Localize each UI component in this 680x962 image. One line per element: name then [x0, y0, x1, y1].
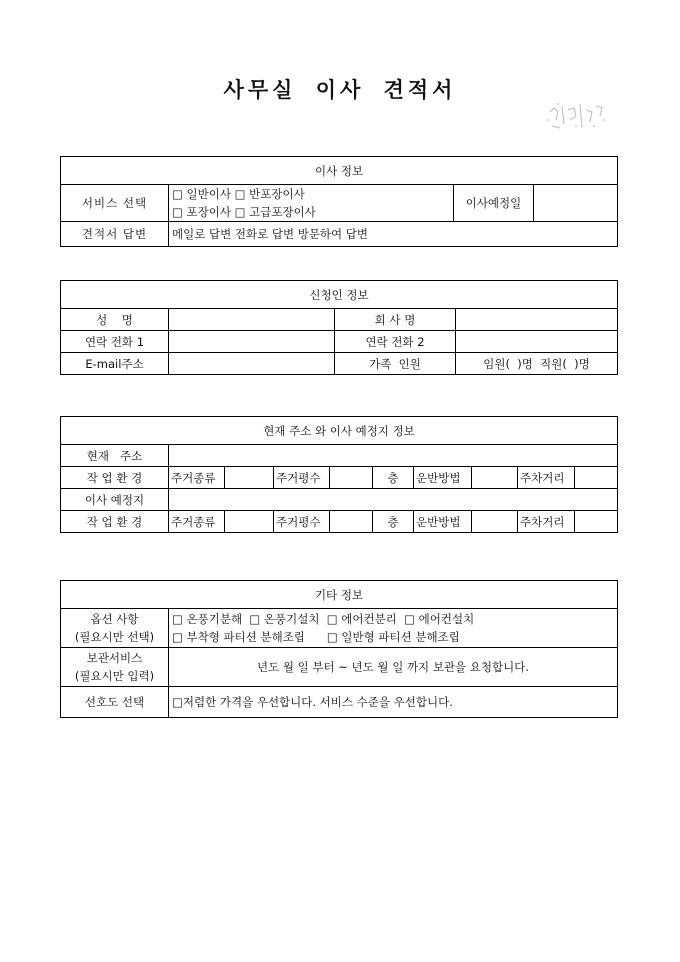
name-field[interactable] — [169, 309, 335, 331]
storage-sublabel: (필요시만 입력) — [74, 669, 155, 683]
name-label: 성 명 — [61, 309, 169, 331]
move-date-field[interactable] — [534, 185, 618, 222]
options-label: 옵션 사항 — [90, 612, 139, 626]
current-parking-field[interactable] — [575, 467, 618, 489]
options-line1[interactable]: □ 온풍기분해 □ 온풍기설치 □ 에어컨분리 □ 에어컨설치 — [172, 612, 475, 626]
dest-housing-size-label: 주거평수 — [274, 511, 330, 533]
dest-parking-label: 주차거리 — [518, 511, 575, 533]
other-info-header: 기타 정보 — [61, 581, 618, 609]
family-field[interactable]: 임원( )명 직원( )명 — [456, 353, 618, 375]
page-title: 사무실 이사 견적서 — [223, 77, 457, 102]
current-housing-type-label: 주거종류 — [169, 467, 225, 489]
service-label: 서비스 선택 — [61, 185, 169, 222]
dest-housing-type-field[interactable] — [225, 511, 274, 533]
move-date-label: 이사예정일 — [454, 185, 534, 222]
options-checklist[interactable] — [169, 609, 618, 648]
applicant-info-table — [60, 280, 618, 375]
email-label: E-mail주소 — [61, 353, 169, 375]
options-line2[interactable]: □ 부착형 파티션 분해조립 □ 일반형 파티션 분해조립 — [172, 630, 460, 644]
current-parking-label: 주차거리 — [518, 467, 575, 489]
moving-info-header: 이사 정보 — [61, 157, 618, 185]
current-transport-label: 운반방법 — [414, 467, 472, 489]
destination-field[interactable] — [169, 489, 618, 511]
current-address-field[interactable] — [169, 445, 618, 467]
storage-label: 보관서비스 — [86, 651, 143, 665]
email-field[interactable] — [169, 353, 335, 375]
service-options[interactable] — [169, 185, 454, 222]
current-transport-field[interactable] — [472, 467, 518, 489]
family-label: 가족 인원 — [335, 353, 456, 375]
current-housing-size-field[interactable] — [330, 467, 373, 489]
reply-label: 견적서 답변 — [61, 222, 169, 247]
reply-options[interactable]: 메일로 답변 전화로 답변 방문하여 답변 — [169, 222, 618, 247]
company-label: 회 사 명 — [335, 309, 456, 331]
address-info-table — [60, 416, 618, 533]
moving-info-table — [60, 156, 618, 247]
current-floor-label: 층 — [373, 467, 414, 489]
phone2-field[interactable] — [456, 331, 618, 353]
current-work-env-label: 작 업 환 경 — [61, 467, 169, 489]
dest-transport-field[interactable] — [472, 511, 518, 533]
dest-work-env-label: 작 업 환 경 — [61, 511, 169, 533]
address-info-header: 현재 주소 와 이사 예정지 정보 — [61, 417, 618, 445]
company-field[interactable] — [456, 309, 618, 331]
preference-label: 선호도 선택 — [61, 687, 169, 718]
dest-housing-size-field[interactable] — [330, 511, 373, 533]
current-address-label: 현재 주소 — [61, 445, 169, 467]
phone1-label: 연락 전화 1 — [61, 331, 169, 353]
preference-options[interactable]: □저렴한 가격을 우선합니다. 서비스 수준을 우선합니다. — [169, 687, 618, 718]
options-sublabel: (필요시만 선택) — [74, 630, 155, 644]
dest-housing-type-label: 주거종류 — [169, 511, 225, 533]
current-housing-type-field[interactable] — [225, 467, 274, 489]
dest-transport-label: 운반방법 — [414, 511, 472, 533]
current-housing-size-label: 주거평수 — [274, 467, 330, 489]
applicant-info-header: 신청인 정보 — [61, 281, 618, 309]
destination-label: 이사 예정지 — [61, 489, 169, 511]
other-info-table — [60, 580, 618, 718]
service-options-line2[interactable]: □ 포장이사 □ 고급포장이사 — [172, 205, 316, 219]
phone2-label: 연락 전화 2 — [335, 331, 456, 353]
storage-request[interactable]: 년도 월 일 부터 ~ 년도 월 일 까지 보관을 요청합니다. — [169, 648, 618, 687]
dest-parking-field[interactable] — [575, 511, 618, 533]
service-options-line1[interactable]: □ 일반이사 □ 반포장이사 — [172, 187, 305, 201]
stamp-mark — [546, 98, 610, 132]
phone1-field[interactable] — [169, 331, 335, 353]
dest-floor-label: 층 — [373, 511, 414, 533]
